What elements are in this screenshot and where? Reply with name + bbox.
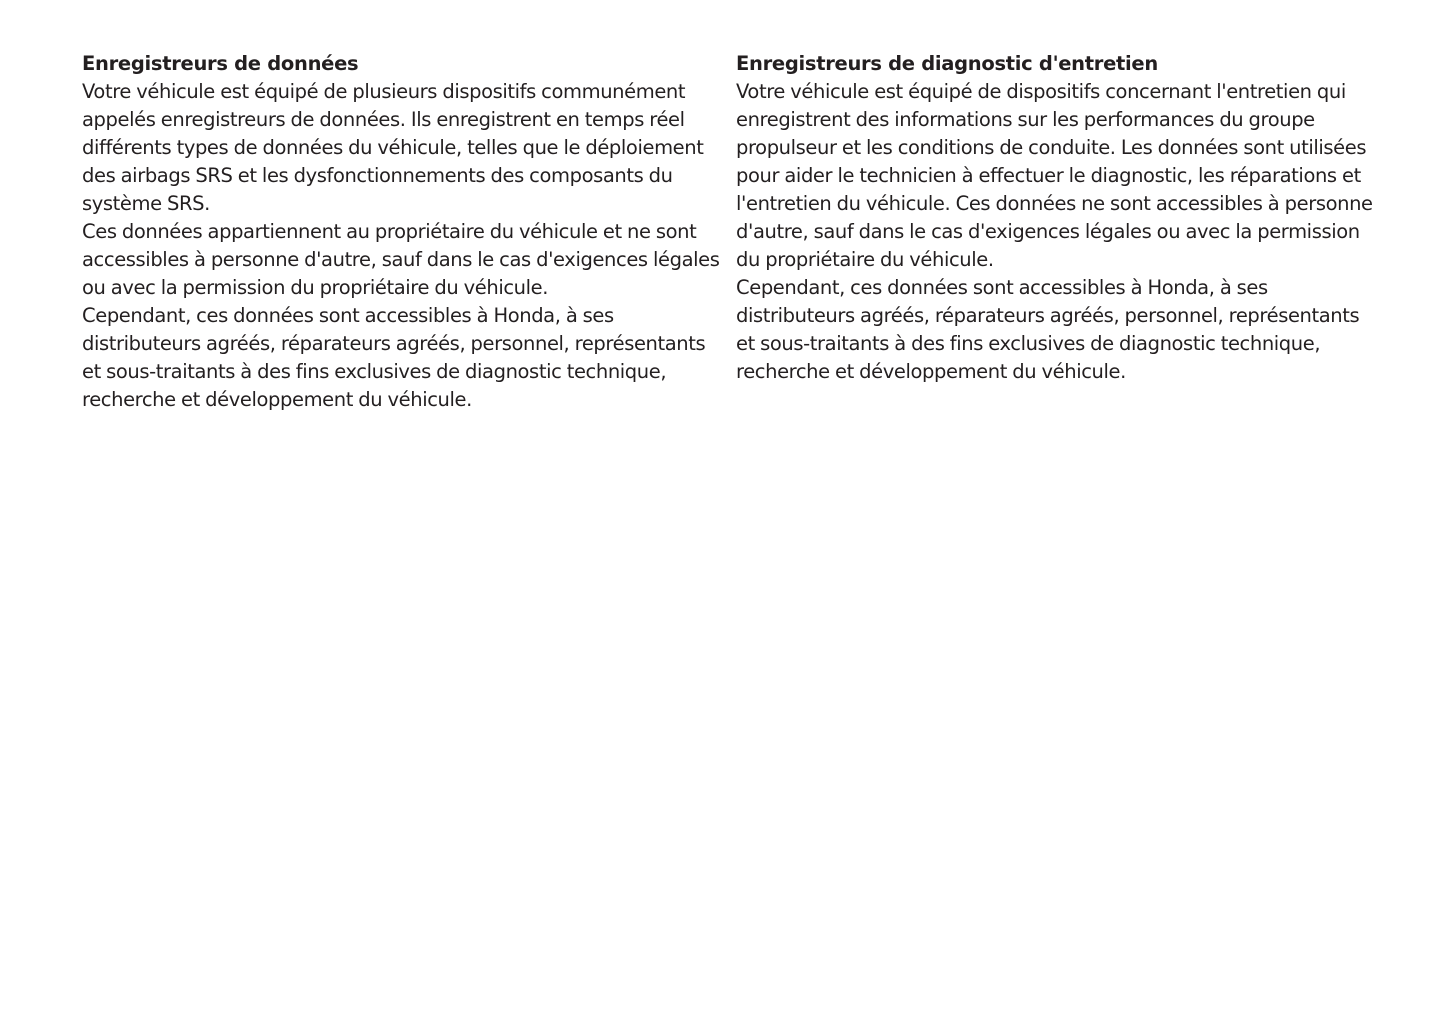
paragraph-line: du propriétaire du véhicule. (736, 248, 994, 271)
paragraph-line: Cependant, ces données sont accessibles à Honda, à ses (736, 276, 1268, 299)
paragraph-line: recherche et développement du véhicule. (82, 388, 472, 411)
section-heading: Enregistreurs de diagnostic d'entretien (736, 52, 1158, 75)
paragraph-line: pour aider le technicien à effectuer le diagnostic, les réparations et (736, 164, 1361, 187)
paragraph-line: enregistrent des informations sur les performances du groupe (736, 108, 1315, 131)
paragraph-line: système SRS. (82, 192, 210, 215)
paragraph-line: Ces données appartiennent au propriétaire du véhicule et ne sont (82, 220, 697, 243)
paragraph-line: recherche et développement du véhicule. (736, 360, 1126, 383)
paragraph-line: ou avec la permission du propriétaire du véhicule. (82, 276, 549, 299)
paragraph-line: des airbags SRS et les dysfonctionnements des composants du (82, 164, 673, 187)
paragraph-line: et sous-traitants à des fins exclusives de diagnostic technique, (736, 332, 1321, 355)
paragraph-line: différents types de données du véhicule, telles que le déploiement (82, 136, 704, 159)
section-maintenance-recorders (736, 50, 1373, 386)
paragraph-line: et sous-traitants à des fins exclusives de diagnostic technique, (82, 360, 667, 383)
paragraph-line: appelés enregistreurs de données. Ils enregistrent en temps réel (82, 108, 685, 131)
paragraph-line: Cependant, ces données sont accessibles à Honda, à ses (82, 304, 614, 327)
paragraph-line: accessibles à personne d'autre, sauf dans le cas d'exigences légales (82, 248, 720, 271)
paragraph-line: distributeurs agréés, réparateurs agréés, personnel, représentants (82, 332, 706, 355)
section-heading: Enregistreurs de données (82, 52, 359, 75)
section-data-recorders (82, 50, 720, 414)
paragraph-line: l'entretien du véhicule. Ces données ne sont accessibles à personne (736, 192, 1373, 215)
paragraph-line: propulseur et les conditions de conduite. Les données sont utilisées (736, 136, 1367, 159)
paragraph-line: d'autre, sauf dans le cas d'exigences légales ou avec la permission (736, 220, 1360, 243)
paragraph-line: Votre véhicule est équipé de dispositifs concernant l'entretien qui (736, 80, 1346, 103)
paragraph-line: distributeurs agréés, réparateurs agréés, personnel, représentants (736, 304, 1360, 327)
paragraph-line: Votre véhicule est équipé de plusieurs dispositifs communément (82, 80, 686, 103)
